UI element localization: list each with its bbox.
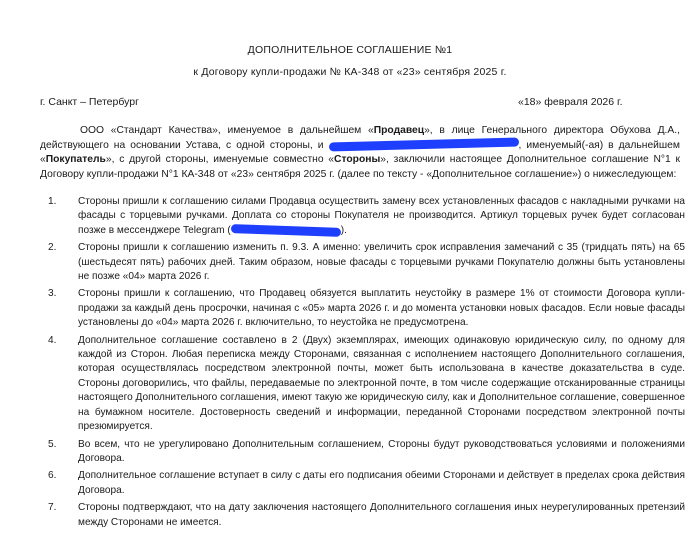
- place: г. Санкт – Петербург: [40, 96, 139, 108]
- item-text: Дополнительное соглашение составлено в 2 (Двух) экземплярах, имеющих одинаковую юридическую силу, по одному для каждой из Сторон. Любая переписка между Сторонами, связанная с исполнением настоящего Дополнительного соглашения, которая осуществлялась посредством электронной почты, может быть использована в качестве доказательства в суде. Стороны договорились, что файлы, передаваемые по электронной почте, в том числе содержащие отсканированные страницы настоящего Дополнительного соглашения, имеют такую же юридическую силу, как и Дополнительное соглашение, совершенное на бумажном носителе. Достоверность сведений и информации, переданной Сторонами посредством электронной почты презюмируется.: [78, 334, 685, 433]
- intro-text-1: ООО «Стандарт Качества», именуемое в дальнейшем «: [80, 125, 374, 136]
- intro-text-4: », с другой стороны, именуемые совместно «: [105, 154, 335, 166]
- item-text-end: ).: [340, 224, 347, 236]
- item-text: Стороны пришли к соглашению, что Продавец обязуется выплатить неустойку в размере 1% от стоимости Договора купли-продажи за каждый день просрочки, начиная с «05» марта 2026 г. и до момента установки новых фасадов. Если новые фасады установлены до «04» марта 2026 г. включительно, то неустойка не предусмотрена.: [78, 288, 685, 329]
- intro-paragraph: [40, 124, 680, 182]
- list-item: [40, 469, 685, 498]
- item-number: 3.: [48, 288, 57, 300]
- document-date: «18» февраля 2026 г.: [518, 96, 623, 108]
- item-number: 2.: [48, 242, 57, 254]
- document-subtitle: к Договору купли-продажи № КА-348 от «23» сентября 2025 г.: [193, 66, 507, 78]
- item-text: Стороны подтверждают, что на дату заключения настоящего Дополнительного соглашения иных неурегулированных претензий между Сторонами не имеется.: [78, 502, 685, 528]
- seller-term: Продавец: [373, 125, 425, 136]
- item-text: Дополнительное соглашение вступает в силу с даты его подписания обеими Сторонами и действует в пределах срока действия Договора.: [78, 470, 685, 496]
- list-item: [40, 334, 685, 435]
- item-text: Во всем, что не урегулировано Дополнительным соглашением, Стороны будут руководствоваться условиями и положениями Договора.: [78, 438, 685, 464]
- document-title: ДОПОЛНИТЕЛЬНОЕ СОГЛАШЕНИЕ №1: [247, 44, 453, 56]
- clauses-list: [40, 195, 685, 533]
- redaction-mark: [328, 138, 518, 152]
- item-text: Стороны пришли к соглашению силами Продавца осуществить замену всех установленных фасадов с накладными ручками на фасады с торцевыми ручками. Доплата со стороны Покупателя не производится. Артикул торцевых ручек будет согласован позже в мессенджере Telegram (: [78, 196, 685, 236]
- intro-text-3: , именуемый(-ая) в дальнейшем «: [40, 139, 680, 166]
- item-number: 6.: [48, 470, 57, 482]
- item-number: 5.: [48, 438, 57, 450]
- item-number: 7.: [48, 502, 57, 514]
- intro-text-2: », в лице Генерального директора Обухова Д.А., действующего на основании Устава, с одной стороны, и: [40, 125, 680, 151]
- list-item: [40, 438, 685, 467]
- redaction-mark: [231, 224, 341, 237]
- list-item: [40, 287, 685, 330]
- buyer-term: Покупатель: [45, 154, 106, 166]
- item-text: Стороны пришли к соглашению изменить п. 9.3. А именно: увеличить срок исправления замечаний с 35 (тридцать пять) на 65 (шестьдесят пять) рабочих дней. Таким образом, новые фасады с торцевыми ручками Покупателю должны быть установлены не позже «04» марта 2026 г.: [78, 242, 685, 283]
- intro-text-5: », заключили настоящее Дополнительное соглашение N°1 к Договору купли-продажи N°1 КА-348 от «23» сентября 2025 г. (далее по тексту - «Дополнительное соглашение») о нижеследующем:: [40, 154, 680, 180]
- list-item: [40, 241, 685, 284]
- item-number: 4.: [48, 334, 57, 346]
- parties-term: Стороны: [334, 154, 381, 166]
- item-number: 1.: [48, 196, 57, 207]
- list-item: [40, 501, 685, 530]
- list-item: [40, 195, 685, 238]
